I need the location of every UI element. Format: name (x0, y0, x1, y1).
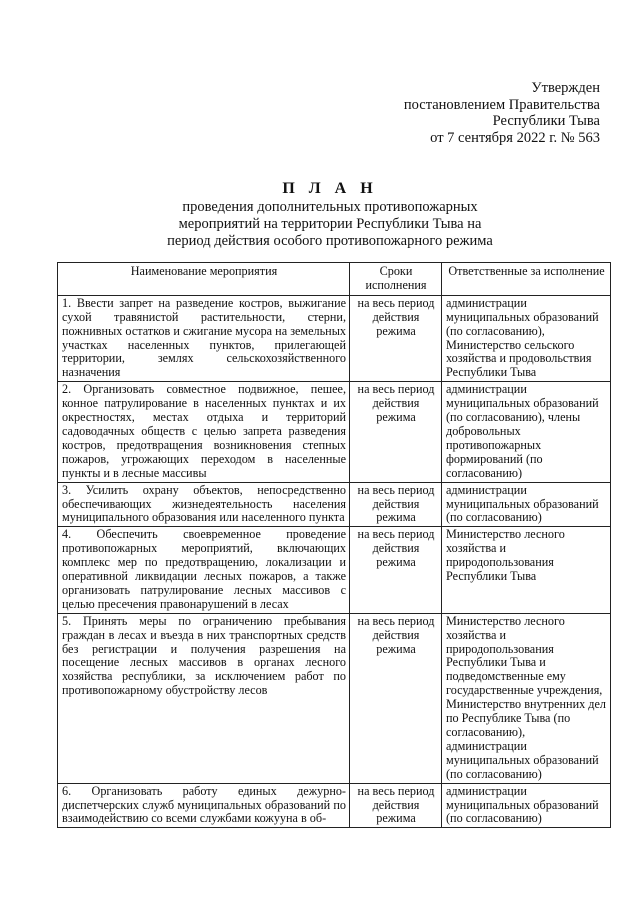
event-cell: 5. Принять меры по ограничению пребывания граждан в лесах и въезда в них транспортных средств без регистрации и получения разрешения на посещение лесных массивов в органах лесного хозяйства республики, за исключением работ по противопожарному обустройству лесов (58, 613, 350, 783)
header-deadline: Сроки исполнения (350, 263, 442, 296)
plan-heading (60, 180, 600, 250)
deadline-cell: на весь период действия режима (350, 527, 442, 613)
deadline-cell: на весь период действия режима (350, 382, 442, 482)
plan-table (57, 262, 611, 828)
plan-subtitle-line-1: проведения дополнительных противопожарных (182, 199, 478, 215)
event-cell: 3. Усилить охрану объектов, непосредственно обеспечивающих жизнедеятельность населения муниципального образования или населенного пункта (58, 482, 350, 527)
approval-line-4: от 7 сентября 2022 г. № 563 (430, 129, 600, 146)
table-row (58, 613, 611, 783)
header-event: Наименование мероприятия (58, 263, 350, 296)
responsible-cell: Министерство лесного хозяйства и природопользования Республики Тыва и подведомственные ему государственные учреждения, Министерство внутренних дел по Республике Тыва (по согласованию), администрации муниципальных образований (по согласованию) (442, 613, 611, 783)
responsible-cell: администрации муниципальных образований (по согласованию) (442, 783, 611, 828)
deadline-cell: на весь период действия режима (350, 613, 442, 783)
responsible-cell: Министерство лесного хозяйства и природопользования Республики Тыва (442, 527, 611, 613)
plan-subtitle-line-3: период действия особого противопожарного режима (167, 233, 493, 249)
header-responsible: Ответственные за исполнение (442, 263, 611, 296)
responsible-cell: администрации муниципальных образований (по согласованию), члены добровольных противопожарных формирований (по согласованию) (442, 382, 611, 482)
table-row (58, 482, 611, 527)
event-cell: 6. Организовать работу единых дежурно-диспетчерских служб муниципальных образований по взаимодействию со всеми службами кожууна в об- (58, 783, 350, 828)
deadline-cell: на весь период действия режима (350, 482, 442, 527)
event-cell: 1. Ввести запрет на разведение костров, выжигание сухой травянистой растительности, стерни, пожнивных остатков и сжигание мусора на земельных участках населенных пунктов, прилегающей территории, землях сельскохозяйственного назначения (58, 295, 350, 381)
table-row (58, 382, 611, 482)
plan-subtitle-line-2: мероприятий на территории Республики Тыва на (178, 216, 482, 232)
responsible-cell: администрации муниципальных образований (по согласованию) (442, 482, 611, 527)
table-row (58, 527, 611, 613)
approval-line-3: Республики Тыва (492, 113, 600, 129)
event-cell: 4. Обеспечить своевременное проведение противопожарных мероприятий, включающих комплекс мер по предотвращению, локализации и оперативной ликвидации лесных пожаров, а также организовать патрулирование лесных массивов с целью пресечения правонарушений в лесах (58, 527, 350, 613)
approval-stamp (360, 80, 600, 146)
table-header-row (58, 263, 611, 296)
deadline-cell: на весь период действия режима (350, 295, 442, 381)
table-row (58, 295, 611, 381)
event-cell: 2. Организовать совместное подвижное, пешее, конное патрулирование в населенных пунктах и их окрестностях, местах отдыха и территорий садоводачных обществ с целью запрета разведения костров, предотвращения возникновения степных пожаров, угрожающих переходом в населенные пункты и в лесные массивы (58, 382, 350, 482)
responsible-cell: администрации муниципальных образований (по согласованию), Министерство сельского хозяйства и продовольствия Республики Тыва (442, 295, 611, 381)
plan-title: П Л А Н (282, 180, 378, 197)
approval-line-1: Утвержден (531, 80, 600, 96)
deadline-cell: на весь период действия режима (350, 783, 442, 828)
approval-line-2: постановлением Правительства (403, 96, 600, 113)
table-row (58, 783, 611, 828)
